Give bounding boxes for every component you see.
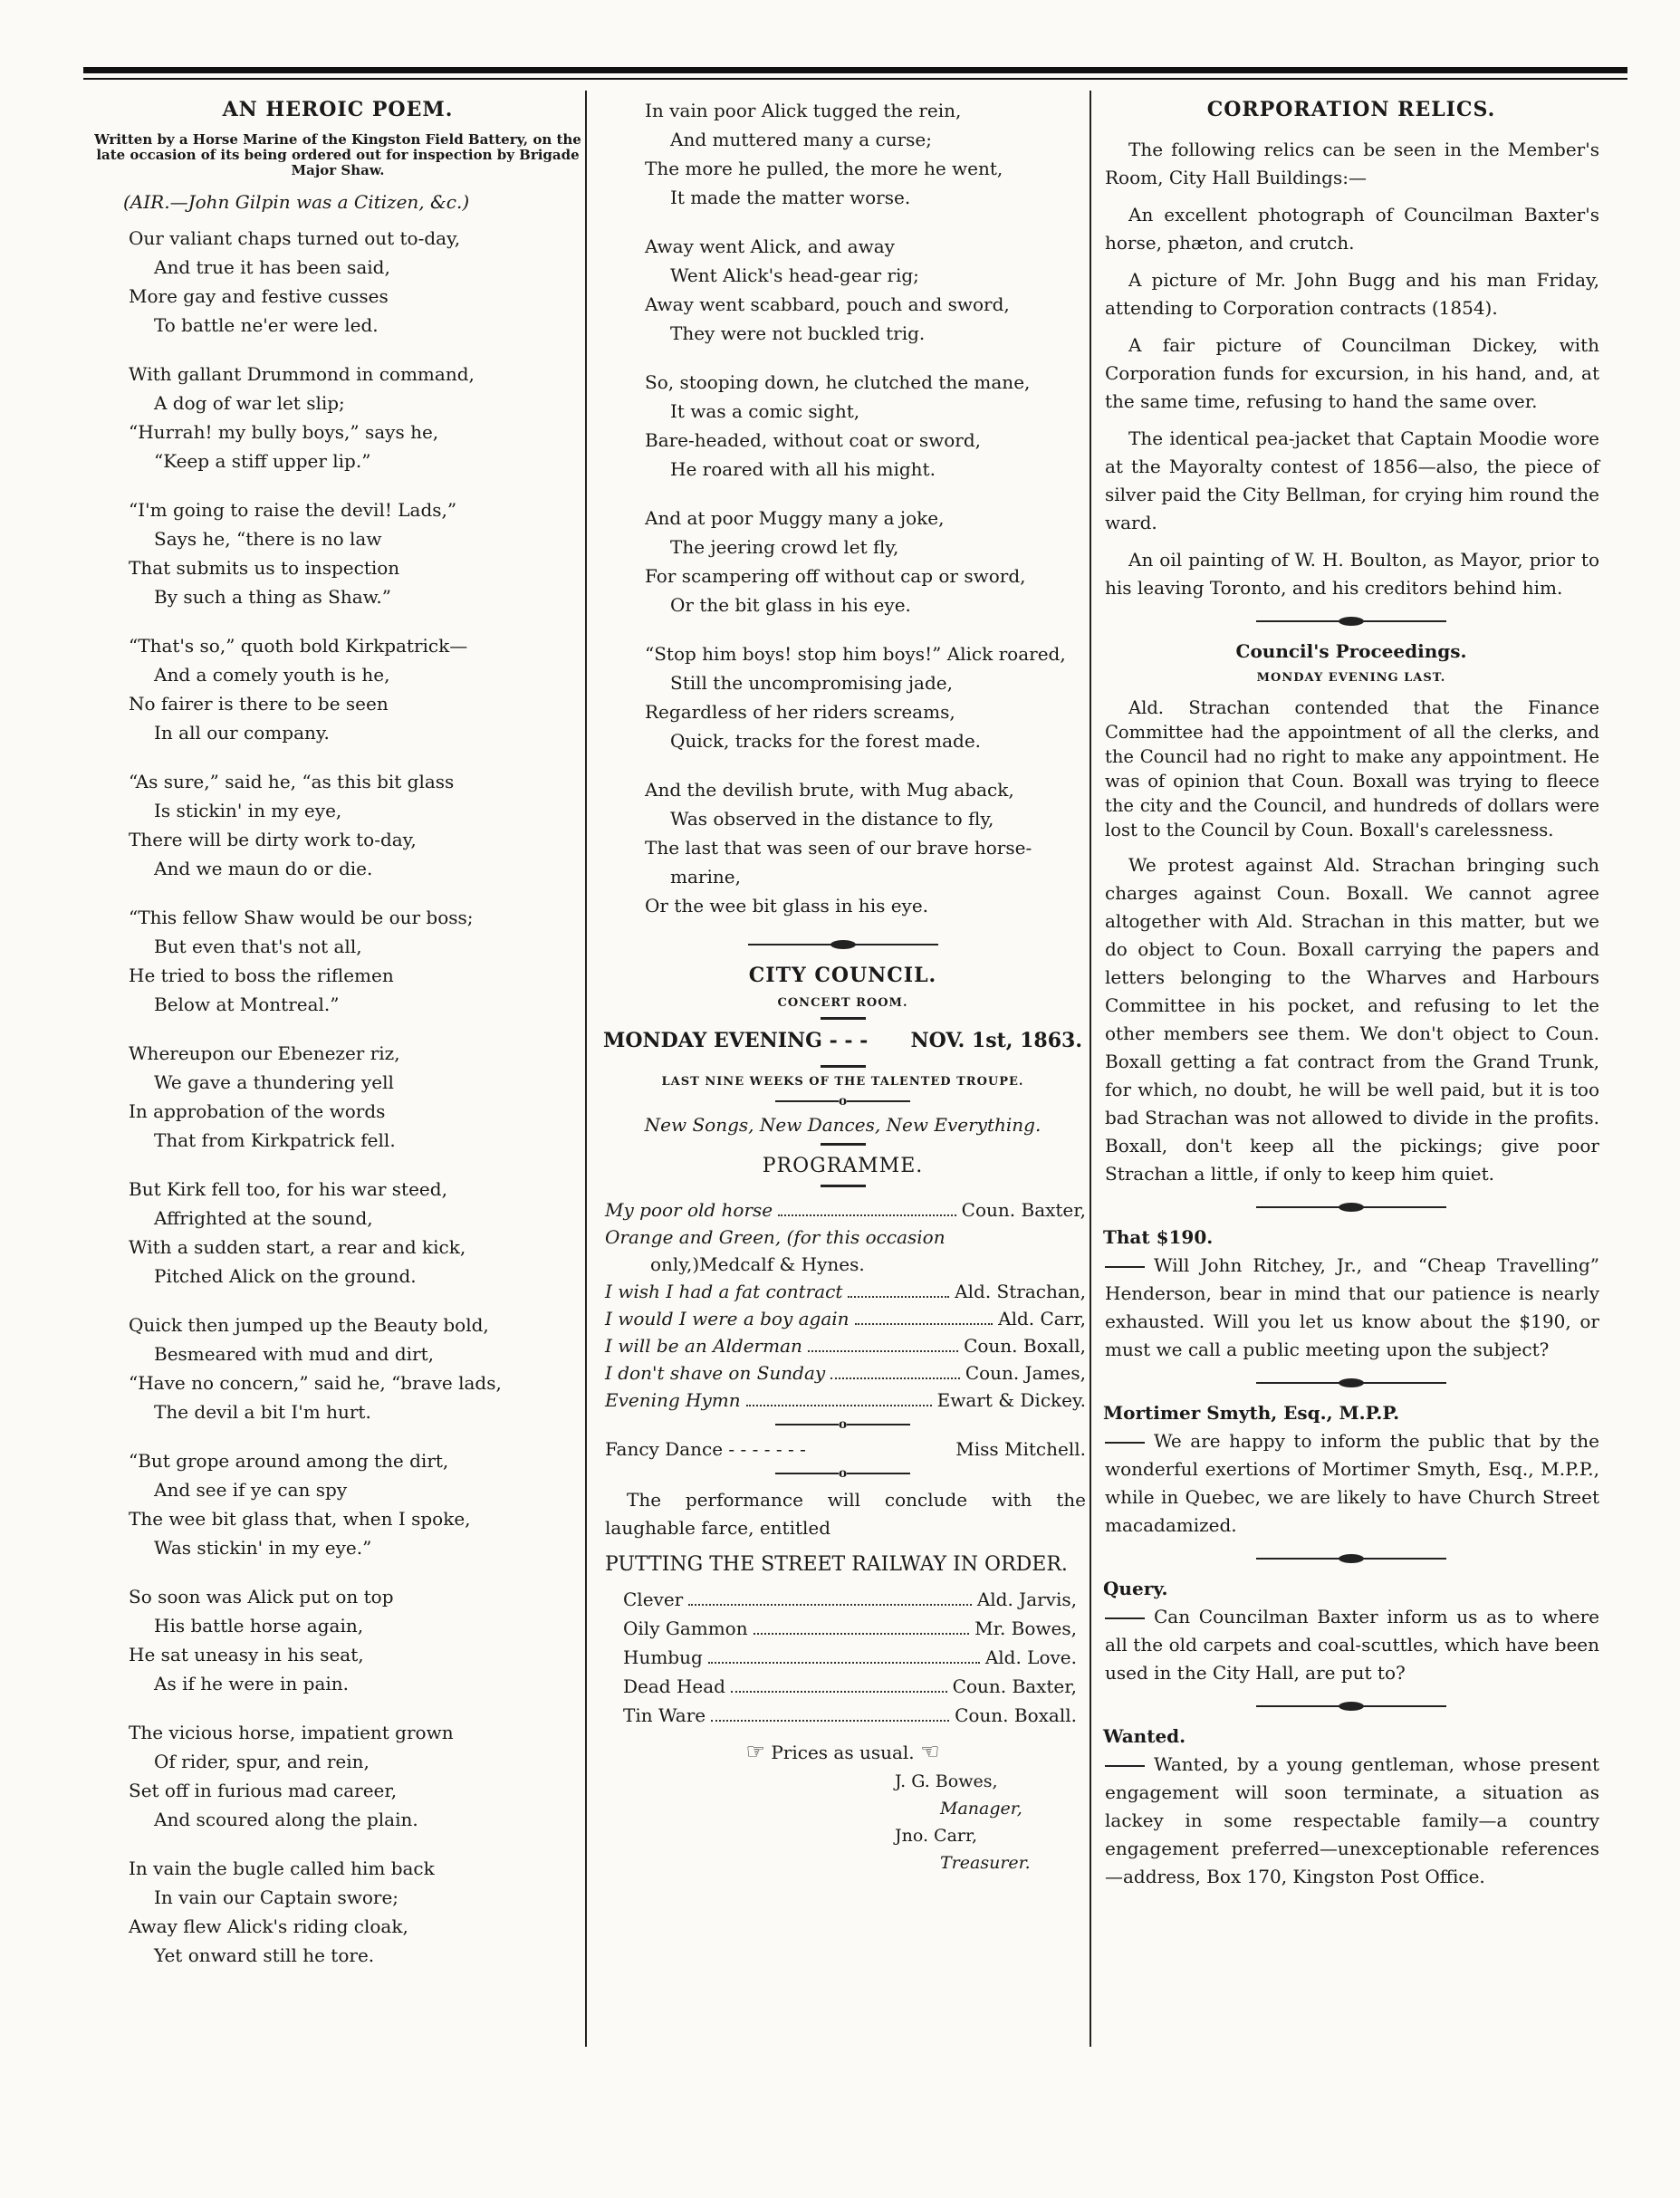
item-body: [1105, 1751, 1599, 1891]
cast-actor: Ald. Love.: [984, 1646, 1077, 1668]
poem-line: “Have no concern,” said he, “brave lads,: [129, 1372, 502, 1394]
programme-performer: Coun. James,: [965, 1362, 1086, 1384]
item-text: Wanted, by a young gentleman, whose present engagement will soon terminate, a situation as lackey in some respectable family—a country engagement preferred—unexceptionable references—address, Box 170, Kingston Post Office.: [1105, 1753, 1599, 1887]
o-rule: o: [596, 1417, 1090, 1432]
poem-line: There will be dirty work to-day,: [129, 829, 417, 850]
proceedings-paragraph: We protest against Ald. Strachan bringing such charges against Coun. Boxall. We cannot agree altogether with Ald. Strachan in this matter, but we do object to Coun. Boxall carrying the papers and letters belonging to the Wharves and Harbours Committee in his pocket, and refusing to let the other members see them. We don't object to Coun. Boxall getting a fat contract from the Grand Trunk, for which, no doubt, he will be well paid, but it is too bad Strachan was not allowed to divide in the profits. Boxall, don't keep all the pickings; give poor Strachan a little, if only to keep him quiet.: [1105, 854, 1599, 1185]
cast-role: Clever: [623, 1589, 684, 1610]
dot-leader: [711, 1701, 949, 1722]
poem-line: In approbation of the words: [129, 1100, 386, 1122]
poem-line: To battle ne'er were led.: [154, 314, 379, 336]
poem-line: As if he were in pain.: [154, 1673, 349, 1694]
council-title: CITY COUNCIL.: [748, 964, 937, 987]
poem-stanza: [129, 1446, 596, 1562]
tagline: New Songs, New Dances, New Everything.: [644, 1114, 1042, 1136]
poem-line: With a sudden start, a rear and kick,: [129, 1236, 466, 1258]
dot-leader: [778, 1196, 956, 1216]
poem-line: Quick, tracks for the forest made.: [670, 730, 982, 752]
poem-stanza: [129, 1582, 596, 1698]
o-rule: o: [596, 1094, 1090, 1109]
dot-leader: [808, 1332, 958, 1352]
programme-item: [596, 1224, 1090, 1251]
poem-line: And at poor Muggy many a joke,: [645, 507, 945, 529]
poem-line: Besmeared with mud and dirt,: [154, 1343, 434, 1365]
poem-stanza: [645, 232, 1090, 348]
programme-item: [596, 1387, 1090, 1414]
poem-line: “As sure,” said he, “as this bit glass: [129, 771, 455, 792]
poem-stanza: [129, 1175, 596, 1291]
poem-line: In vain our Captain swore;: [154, 1886, 399, 1908]
date-left: MONDAY EVENING - - -: [603, 1029, 869, 1052]
proceedings-subtitle: MONDAY EVENING LAST.: [1256, 671, 1446, 685]
item-heading: That $190.: [1103, 1226, 1214, 1248]
poem-stanzas-col1: [80, 224, 596, 1970]
short-rule: [821, 1143, 866, 1146]
programme-performer: Medcalf & Hynes.: [699, 1253, 865, 1275]
dot-leader: [731, 1672, 947, 1693]
poem-line: Is stickin' in my eye,: [154, 800, 342, 821]
dot-leader: [754, 1614, 970, 1635]
poem-line: Away went scabbard, pouch and sword,: [645, 293, 1010, 315]
treasurer-name: Jno. Carr,: [895, 1826, 978, 1846]
ornamental-rule: [1256, 1554, 1446, 1563]
proceedings-title: Council's Proceedings.: [1235, 640, 1467, 662]
ornamental-rule: [1256, 1702, 1446, 1711]
programme-item: [596, 1359, 1090, 1387]
poem-line: “Hurrah! my bully boys,” says he,: [129, 421, 439, 443]
relic-paragraph: An excellent photograph of Councilman Baxter's horse, phæton, and crutch.: [1105, 204, 1599, 254]
cast-role: Humbug: [623, 1646, 703, 1668]
poem-line: Regardless of her riders screams,: [645, 701, 955, 723]
poem-line: In vain poor Alick tugged the rein,: [645, 100, 962, 121]
poem-line: Away flew Alick's riding cloak,: [129, 1915, 408, 1937]
poem-subtitle: Written by a Horse Marine of the Kingston Field Battery, on the late occasion of its being ordered out for inspection by Brigade Major Shaw.: [94, 131, 581, 178]
masthead-rule-thick: [83, 67, 1627, 73]
poem-line: He roared with all his might.: [670, 458, 936, 480]
item-body: [1105, 1252, 1599, 1364]
poem-line: Pitched Alick on the ground.: [154, 1265, 417, 1287]
poem-line: “Keep a stiff upper lip.”: [154, 450, 371, 472]
poem-title: AN HEROIC POEM.: [222, 98, 454, 121]
poem-line: Quick then jumped up the Beauty bold,: [129, 1314, 489, 1336]
fancy-dance-performer: Miss Mitchell.: [955, 1438, 1086, 1460]
poem-line: “But grope around among the dirt,: [129, 1450, 449, 1472]
poem-stanza: [129, 360, 596, 475]
masthead-rule-thin: [83, 78, 1627, 80]
poem-line: Or the bit glass in his eye.: [670, 594, 911, 616]
programme-list: [596, 1196, 1090, 1414]
proceedings-paragraph: Ald. Strachan contended that the Finance Committee had the appointment of all the clerks, and the Council had no right to make any appointment. He was of opinion that Coun. Boxall was trying to fleece the city and the Council, and hundreds of dollars were lost to the Council by Coun. Boxall's carelessness.: [1105, 697, 1599, 840]
poem-line: That from Kirkpatrick fell.: [154, 1129, 396, 1151]
programme-performer: Ald. Strachan,: [955, 1281, 1086, 1302]
cast-item: [596, 1701, 1090, 1730]
pointing-hand-left-icon: ☜: [920, 1739, 940, 1764]
poem-line: The last that was seen of our brave horse-: [645, 837, 1032, 859]
farce-title: PUTTING THE STREET RAILWAY IN ORDER.: [605, 1553, 1068, 1576]
programme-piece: My poor old horse: [605, 1199, 773, 1221]
column-divider: [1090, 91, 1091, 2047]
poem-stanza: [129, 631, 596, 747]
relics-paragraphs: [1098, 136, 1605, 602]
poem-line: Bare-headed, without coat or sword,: [645, 429, 981, 451]
poem-line: It made the matter worse.: [670, 187, 911, 208]
poem-line: They were not buckled trig.: [670, 322, 926, 344]
poem-line: With gallant Drummond in command,: [129, 363, 475, 385]
programme-piece: Orange and Green, (for this occasion: [605, 1226, 946, 1248]
poem-line: The devil a bit I'm hurt.: [154, 1401, 371, 1423]
column-poem: [80, 91, 596, 1990]
poem-air: (AIR.—John Gilpin was a Citizen, &c.): [123, 191, 470, 213]
manager-name: J. G. Bowes,: [895, 1771, 998, 1791]
item-body: [1105, 1427, 1599, 1540]
cast-item: [596, 1614, 1090, 1643]
conclusion-text: The performance will conclude with the laughable farce, entitled: [605, 1489, 1086, 1539]
poem-line: He sat uneasy in his seat,: [129, 1644, 364, 1665]
programme-item: [596, 1196, 1090, 1224]
poem-line: And scoured along the plain.: [154, 1809, 418, 1830]
cast-role: Dead Head: [623, 1675, 725, 1697]
poem-line: Of rider, spur, and rein,: [154, 1751, 370, 1772]
ornamental-rule: [1256, 1378, 1446, 1387]
poem-line: The jeering crowd let fly,: [670, 536, 899, 558]
programme-piece: only,): [650, 1253, 700, 1275]
programme-performer: Coun. Baxter,: [961, 1199, 1086, 1221]
relic-paragraph: The following relics can be seen in the Member's Room, City Hall Buildings:—: [1105, 139, 1599, 188]
poem-line: The more he pulled, the more he went,: [645, 158, 1003, 179]
poem-stanza: [645, 368, 1090, 484]
fancy-dance-label: Fancy Dance - - - - - - -: [605, 1438, 806, 1460]
poem-line: Our valiant chaps turned out to-day,: [129, 227, 461, 249]
poem-line: Yet onward still he tore.: [154, 1944, 375, 1966]
programme-item: [596, 1305, 1090, 1332]
programme-item: [596, 1332, 1090, 1359]
em-dash-rule: [1105, 1765, 1145, 1767]
poem-line: That submits us to inspection: [129, 557, 400, 579]
ornamental-rule: [748, 940, 938, 949]
cast-role: Tin Ware: [623, 1704, 706, 1726]
cast-item: [596, 1672, 1090, 1701]
news-items: [1098, 1203, 1605, 1891]
poem-line: We gave a thundering yell: [154, 1071, 394, 1093]
relic-paragraph: An oil painting of W. H. Boulton, as Mayor, prior to his leaving Toronto, and his creditors behind him.: [1105, 549, 1599, 599]
poem-line: Was stickin' in my eye.”: [154, 1537, 372, 1559]
poem-stanza: [129, 1718, 596, 1834]
treasurer-title: Treasurer.: [940, 1853, 1031, 1873]
dot-leader: [830, 1359, 960, 1379]
item-heading: Query.: [1103, 1578, 1168, 1599]
dot-leader: [746, 1387, 932, 1406]
poem-line: The wee bit glass that, when I spoke,: [129, 1508, 471, 1530]
cast-list: [596, 1585, 1090, 1730]
poem-line: A dog of war let slip;: [154, 392, 345, 414]
programme-title: PROGRAMME.: [762, 1155, 924, 1177]
poem-stanza: [645, 96, 1090, 212]
item-text: We are happy to inform the public that by the wonderful exertions of Mortimer Smyth, Esq., M.P.P., while in Quebec, we are likely to have Church Street macadamized.: [1105, 1430, 1599, 1536]
dot-leader: [688, 1585, 972, 1606]
poem-line: It was a comic sight,: [670, 400, 860, 422]
dot-leader: [708, 1643, 980, 1664]
programme-piece: I will be an Alderman: [605, 1335, 802, 1357]
poem-line: For scampering off without cap or sword,: [645, 565, 1026, 587]
poem-line: Affrighted at the sound,: [154, 1207, 373, 1229]
o-rule: o: [596, 1466, 1090, 1481]
poem-line: And true it has been said,: [154, 256, 390, 278]
item-text: Will John Ritchey, Jr., and “Cheap Travelling” Henderson, bear in mind that our patience is nearly exhausted. Will you let us know about the $190, or must we call a public meeting upon the subject?: [1105, 1254, 1599, 1360]
poem-line: In vain the bugle called him back: [129, 1857, 435, 1879]
poem-line: Below at Montreal.”: [154, 993, 340, 1015]
cast-role: Oily Gammon: [623, 1617, 748, 1639]
poem-line: Still the uncompromising jade,: [670, 672, 953, 694]
poem-line: Says he, “there is no law: [154, 528, 382, 550]
poem-line: His battle horse again,: [154, 1615, 364, 1637]
poem-stanzas-col2: [596, 96, 1090, 920]
short-rule: [821, 1017, 866, 1020]
date-right: NOV. 1st, 1863.: [910, 1029, 1082, 1052]
pointing-hand-right-icon: ☞: [745, 1739, 765, 1764]
poem-line: And muttered many a curse;: [670, 129, 932, 150]
relic-paragraph: A fair picture of Councilman Dickey, with Corporation funds for excursion, in his hand, and, at the same time, refusing to hand the same over.: [1105, 334, 1599, 412]
em-dash-rule: [1105, 1442, 1145, 1444]
poem-stanza: [645, 775, 1090, 920]
poem-line: And we maun do or die.: [154, 858, 373, 879]
cast-actor: Coun. Baxter,: [952, 1675, 1077, 1697]
poem-line: Whereupon our Ebenezer riz,: [129, 1042, 400, 1064]
poem-line: Set off in furious mad career,: [129, 1780, 398, 1801]
cast-item: [596, 1643, 1090, 1672]
poem-stanza: [129, 1039, 596, 1155]
relics-title: CORPORATION RELICS.: [1206, 98, 1496, 121]
poem-stanza: [645, 504, 1090, 619]
poem-line: And a comely youth is he,: [154, 664, 390, 686]
poem-stanza: [129, 767, 596, 883]
poem-line: “I'm going to raise the devil! Lads,”: [129, 499, 457, 521]
poem-line: “That's so,” quoth bold Kirkpatrick—: [129, 635, 468, 657]
item-text: Can Councilman Baxter inform us as to where all the old carpets and coal-scuttles, which have been used in the City Hall, are put to?: [1105, 1606, 1599, 1684]
poem-stanza: [129, 1854, 596, 1970]
item-body: [1105, 1603, 1599, 1687]
ornamental-rule: [1256, 617, 1446, 626]
ornamental-rule: [1256, 1203, 1446, 1212]
council-venue: CONCERT ROOM.: [777, 996, 908, 1010]
poem-line: So soon was Alick put on top: [129, 1586, 394, 1608]
cast-actor: Mr. Bowes,: [974, 1617, 1077, 1639]
cast-actor: Ald. Jarvis,: [976, 1589, 1077, 1610]
programme-performer: Coun. Boxall,: [964, 1335, 1086, 1357]
em-dash-rule: [1105, 1266, 1145, 1268]
programme-piece: I would I were a boy again: [605, 1308, 850, 1329]
programme-performer: Ald. Carr,: [998, 1308, 1086, 1329]
short-rule: [821, 1065, 866, 1068]
dot-leader: [848, 1278, 949, 1298]
prices-line: [596, 1739, 1090, 1764]
poem-line: No fairer is there to be seen: [129, 693, 389, 715]
last-weeks-notice: LAST NINE WEEKS OF THE TALENTED TROUPE.: [661, 1075, 1024, 1089]
poem-stanza: [645, 639, 1090, 755]
relic-paragraph: The identical pea-jacket that Captain Moodie wore at the Mayoralty contest of 1856—also, the piece of silver paid the City Bellman, for crying him round the ward.: [1105, 427, 1599, 533]
poem-line: Went Alick's head-gear rig;: [670, 264, 919, 286]
item-heading: Mortimer Smyth, Esq., M.P.P.: [1103, 1402, 1400, 1424]
prices-text: Prices as usual.: [771, 1742, 915, 1763]
poem-line: And see if ye can spy: [154, 1479, 348, 1501]
poem-line: In all our company.: [154, 722, 330, 744]
cast-item: [596, 1585, 1090, 1614]
poem-line: But Kirk fell too, for his war steed,: [129, 1178, 447, 1200]
column-council: [596, 91, 1090, 1876]
poem-line: Away went Alick, and away: [645, 235, 895, 257]
poem-line: By such a thing as Shaw.”: [154, 586, 391, 608]
poem-stanza: [129, 495, 596, 611]
poem-line: Or the wee bit glass in his eye.: [645, 895, 929, 917]
poem-stanza: [129, 903, 596, 1019]
relic-paragraph: A picture of Mr. John Bugg and his man Friday, attending to Corporation contracts (1854).: [1105, 269, 1599, 319]
fancy-dance-item: [596, 1435, 1090, 1463]
poem-line: Was observed in the distance to fly,: [670, 808, 994, 830]
cast-actor: Coun. Boxall.: [955, 1704, 1077, 1726]
poem-line: But even that's not all,: [154, 936, 362, 957]
poem-line: And the devilish brute, with Mug aback,: [645, 779, 1014, 801]
item-heading: Wanted.: [1103, 1725, 1186, 1747]
poem-line: So, stooping down, he clutched the mane,: [645, 371, 1031, 393]
em-dash-rule: [1105, 1617, 1145, 1619]
programme-piece: I don't shave on Sunday: [605, 1362, 826, 1384]
manager-title: Manager,: [940, 1799, 1022, 1819]
programme-item: [596, 1278, 1090, 1305]
poem-stanza: [129, 224, 596, 340]
programme-piece: Evening Hymn: [605, 1389, 741, 1411]
programme-performer: Ewart & Dickey.: [936, 1389, 1086, 1411]
council-date-line: [603, 1029, 1082, 1052]
poem-line: The vicious horse, impatient grown: [129, 1722, 454, 1743]
poem-stanza: [129, 1310, 596, 1426]
programme-item: [596, 1251, 1090, 1278]
column-relics: [1098, 91, 1605, 1900]
poem-line: “Stop him boys! stop him boys!” Alick roared,: [645, 643, 1066, 665]
poem-line: “This fellow Shaw would be our boss;: [129, 907, 474, 928]
poem-line: He tried to boss the riflemen: [129, 965, 394, 986]
short-rule: [821, 1185, 866, 1187]
poem-line: marine,: [670, 866, 741, 888]
poem-line: More gay and festive cusses: [129, 285, 389, 307]
programme-piece: I wish I had a fat contract: [605, 1281, 843, 1302]
dot-leader: [855, 1305, 994, 1325]
